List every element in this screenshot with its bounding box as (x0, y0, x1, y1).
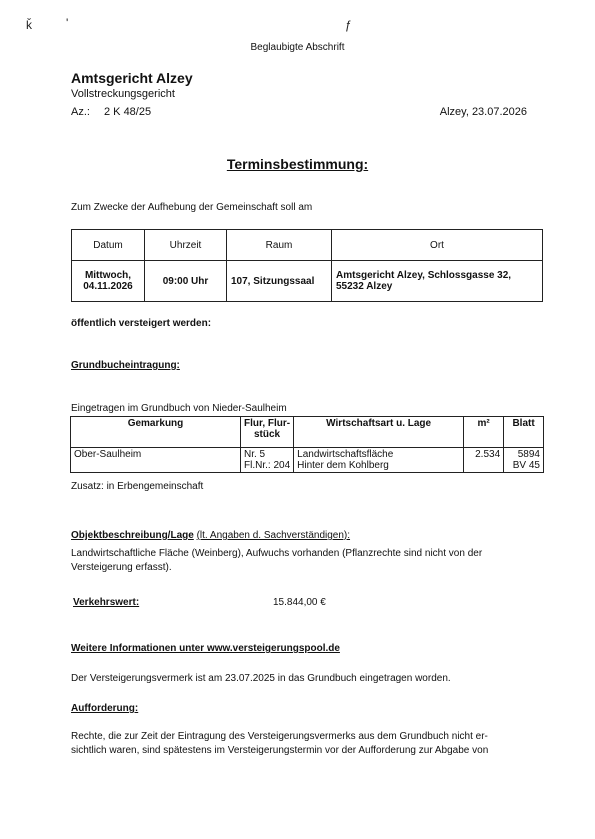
scan-mark-right: ƒ (345, 18, 352, 32)
appointment-table-row (72, 261, 543, 302)
land-register-table (70, 416, 544, 473)
scan-mark-left: ǩ (26, 18, 32, 32)
intro-text: Zum Zwecke der Aufhebung der Gemeinschaft soll am (71, 202, 313, 213)
land-register-header (71, 417, 544, 448)
request-text-line2: sichtlich waren, sind spätestens im Versteigerungstermin vor der Aufforderung zur Abgabe von (71, 745, 489, 756)
ort-city: 55232 Alzey (336, 281, 393, 292)
header-flur-line2: stück (254, 429, 281, 440)
request-text-line1: Rechte, die zur Zeit der Eintragung des Versteigerungsvermerks aus dem Grundbuch nicht er- (71, 731, 488, 742)
header-raum: Raum (227, 230, 332, 261)
case-number-label: Az.: (71, 106, 90, 118)
certification-note: Beglaubigte Abschrift (250, 42, 345, 53)
cell-wirtschaftsart (294, 448, 464, 473)
case-number: 2 K 48/25 (104, 106, 152, 118)
land-register-title: Grundbucheintragung: (71, 360, 180, 371)
header-m2: m² (464, 417, 504, 448)
lage: Hinter dem Kohlberg (297, 460, 389, 471)
object-description-note: (lt. Angaben d. Sachverständigen): (196, 530, 351, 541)
cell-flur (241, 448, 294, 473)
document-heading: Terminsbestimmung: (226, 156, 369, 172)
cell-uhrzeit: 09:00 Uhr (145, 261, 227, 302)
cell-m2: 2.534 (464, 448, 504, 473)
object-description-text: Landwirtschaftliche Fläche (Weinberg), Aufwuchs vorhanden (Pflanzrechte sind nicht von der Versteigerung erfasst). (71, 548, 483, 573)
court-department: Vollstreckungsgericht (71, 88, 175, 100)
wirtschaftsart: Landwirtschaftsfläche (297, 449, 394, 460)
scan-mark-mid: ' (66, 16, 69, 30)
market-value: 15.844,00 € (273, 597, 326, 608)
header-uhrzeit: Uhrzeit (145, 230, 227, 261)
cell-gemarkung: Ober-Saulheim (71, 448, 241, 473)
header-gemarkung: Gemarkung (71, 417, 241, 448)
cell-raum: 107, Sitzungssaal (227, 261, 332, 302)
object-description-title (71, 530, 350, 541)
header-datum: Datum (72, 230, 145, 261)
header-blatt: Blatt (504, 417, 544, 448)
flur-number: Nr. 5 (244, 449, 266, 460)
datum-date: 04.11.2026 (83, 281, 133, 292)
auction-notice-text: Der Versteigerungsvermerk ist am 23.07.2025 in das Grundbuch eingetragen worden. (71, 673, 451, 684)
place-date: Alzey, 23.07.2026 (439, 106, 527, 118)
market-value-label: Verkehrswert: (73, 597, 140, 608)
auction-statement: öffentlich versteigert werden: (71, 318, 212, 329)
cell-ort (332, 261, 543, 302)
request-text (71, 730, 543, 758)
header-flur (241, 417, 294, 448)
appointment-table (71, 229, 543, 302)
more-info-link[interactable]: Weitere Informationen unter www.versteigerungspool.de (71, 643, 340, 654)
request-title: Aufforderung: (71, 703, 139, 714)
flurstueck-number: Fl.Nr.: 204 (244, 460, 291, 471)
datum-weekday: Mittwoch, (84, 270, 132, 281)
object-description-heading: Objektbeschreibung/Lage (71, 530, 194, 541)
cell-datum (72, 261, 145, 302)
land-register-row (71, 448, 544, 473)
ort-address: Amtsgericht Alzey, Schlossgasse 32, (336, 270, 512, 281)
land-register-intro: Eingetragen im Grundbuch von Nieder-Saulheim (71, 403, 287, 414)
court-name: Amtsgericht Alzey (71, 70, 193, 86)
header-wirtschaftsart: Wirtschaftsart u. Lage (294, 417, 464, 448)
header-flur-line1: Flur, Flur- (244, 418, 291, 429)
cell-blatt (504, 448, 544, 473)
bv-number: BV 45 (512, 460, 540, 471)
header-ort: Ort (332, 230, 543, 261)
appointment-table-header (72, 230, 543, 261)
land-register-addition: Zusatz: in Erbengemeinschaft (71, 481, 204, 492)
blatt-number: 5894 (517, 449, 540, 460)
